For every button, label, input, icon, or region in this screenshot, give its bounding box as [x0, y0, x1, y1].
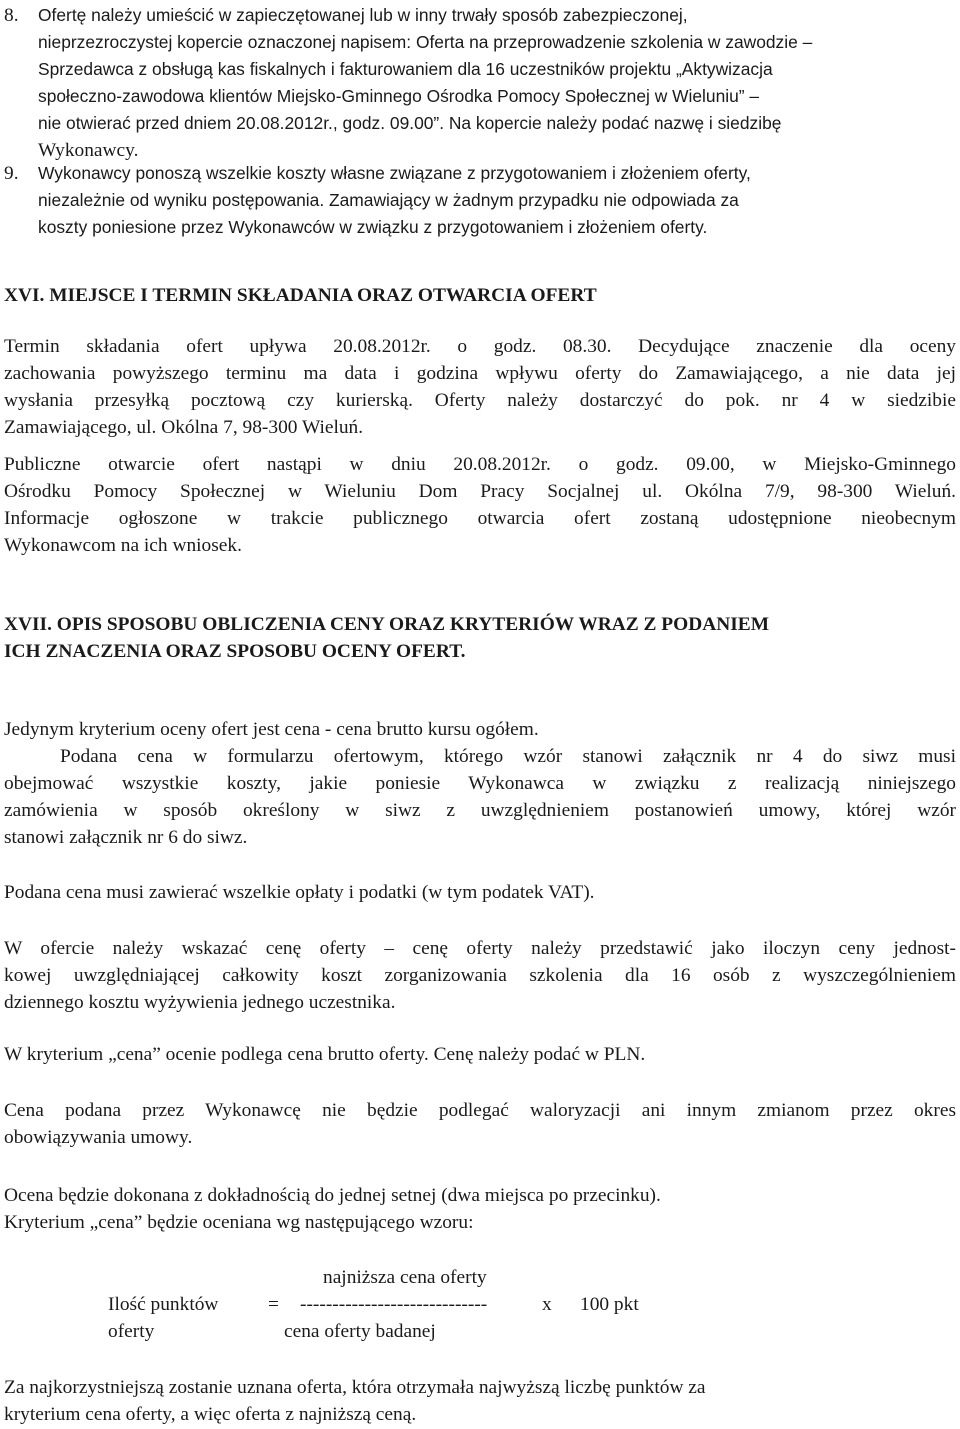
price-indication-paragraph	[4, 935, 956, 1016]
item-number: 8.	[4, 5, 19, 26]
valorisation-paragraph	[4, 1097, 956, 1151]
text-line: stanowi załącznik nr 6 do siwz.	[4, 827, 248, 848]
price-paragraph	[4, 743, 956, 851]
text-line: dziennego kosztu wyżywienia jednego uczestnika.	[4, 992, 396, 1013]
formula-fraction-bar: -----------------------------	[300, 1294, 488, 1315]
text-line: kowej uwzględniającej całkowity koszt zorganizowania szkolenia dla 16 osób z wyszczególnieniem	[4, 965, 956, 986]
formula-label: Ilość punktów	[108, 1294, 219, 1315]
text-line: W ofercie należy wskazać cenę oferty – cenę oferty należy przedstawić jako iloczyn ceny jednost-	[4, 938, 956, 959]
text-line: Kryterium „cena” będzie oceniana wg następującego wzoru:	[4, 1212, 474, 1233]
text-line: Sprzedawca z obsługą kas fiskalnych i fakturowaniem dla 16 uczestników projektu „Aktywizacja	[38, 59, 773, 79]
section-heading-xvii	[4, 611, 956, 665]
text-line: Ocena będzie dokonana z dokładnością do jednej setnej (dwa miejsca po przecinku).	[4, 1185, 661, 1206]
heading-line: XVII. OPIS SPOSOBU OBLICZENIA CENY ORAZ KRYTERIÓW WRAZ Z PODANIEM	[4, 614, 770, 635]
text-line: Podana cena musi zawierać wszelkie opłaty i podatki (w tym podatek VAT).	[4, 882, 595, 903]
text-line: nieprzezroczystej kopercie oznaczonej napisem: Oferta na przeprowadzenie szkolenia w zawodzie –	[38, 32, 813, 52]
text-line: Jedynym kryterium oceny ofert jest cena - cena brutto kursu ogółem.	[4, 719, 539, 740]
text-line: nie otwierać przed dniem 20.08.2012r., godz. 09.00”. Na kopercie należy podać nazwę i siedzibę	[38, 113, 782, 133]
text-line: niezależnie od wyniku postępowania. Zamawiający w żadnym przypadku nie odpowiada za	[38, 190, 739, 210]
text-line: wysłania przesyłką pocztową czy kurierską. Oferty należy dostarczyć do pok. nr 4 w siedzibie	[4, 390, 956, 411]
item-text	[38, 160, 956, 241]
text-line: zachowania powyższego terminu ma data i godzina wpływu oferty do Zamawiającego, a nie data jej	[4, 363, 956, 384]
text-line: obejmować wszystkie koszty, jakie poniesie Wykonawca w związku z realizacją niniejszego	[4, 773, 956, 794]
accuracy-paragraph	[4, 1182, 956, 1236]
text-line: W kryterium „cena” ocenie podlega cena brutto oferty. Cenę należy podać w PLN.	[4, 1044, 646, 1065]
text-line: społeczno-zawodowa klientów Miejsko-Gminnego Ośrodka Pomocy Społecznej w Wieluniu” –	[38, 86, 760, 106]
criterion-paragraph	[4, 716, 956, 743]
text-line: Zamawiającego, ul. Okólna 7, 98-300 Wieluń.	[4, 417, 364, 438]
text-line: Wykonawcy.	[38, 140, 139, 161]
text-line: Publiczne otwarcie ofert nastąpi w dniu 20.08.2012r. o godz. 09.00, w Miejsko-Gminnego	[4, 454, 956, 475]
heading-line: ICH ZNACZENIA ORAZ SPOSOBU OCENY OFERT.	[4, 641, 466, 662]
text-line: Ofertę należy umieścić w zapieczętowanej lub w inny trwały sposób zabezpieczonej,	[38, 5, 688, 25]
gross-price-paragraph	[4, 1041, 956, 1068]
text-line: Termin składania ofert upływa 20.08.2012r. o godz. 08.30. Decydujące znaczenie dla oceny	[4, 336, 956, 357]
text-line: Wykonawcom na ich wniosek.	[4, 535, 242, 556]
text-line: obowiązywania umowy.	[4, 1127, 193, 1148]
text-line: Za najkorzystniejszą zostanie uznana oferta, która otrzymała najwyższą liczbę punktów za	[4, 1377, 706, 1398]
formula-equals: =	[268, 1294, 279, 1315]
text-line: Wykonawcy ponoszą wszelkie koszty własne związane z przygotowaniem i złożeniem oferty,	[38, 163, 751, 183]
text-line: Informacje ogłoszone w trakcie publicznego otwarcia ofert zostaną udostępnione nieobecnym	[4, 508, 956, 529]
text-line: Podana cena w formularzu ofertowym, którego wzór stanowi załącznik nr 4 do siwz musi	[60, 746, 956, 767]
text-line: Ośrodku Pomocy Społecznej w Wieluniu Dom Pracy Socjalnej ul. Okólna 7/9, 98-300 Wieluń.	[4, 481, 956, 502]
text-line: zamówienia w sposób określony w siwz z uwzględnieniem postanowień umowy, której wzór	[4, 800, 956, 821]
text-line: koszty poniesione przez Wykonawców w związku z przygotowaniem i złożeniem oferty.	[38, 217, 708, 237]
formula-label-line2: oferty	[108, 1321, 155, 1342]
text-line: kryterium cena oferty, a więc oferta z najniższą ceną.	[4, 1404, 417, 1425]
item-number: 9.	[4, 163, 19, 184]
text-line: Cena podana przez Wykonawcę nie będzie podlegać waloryzacji ani innym zmianom przez okres	[4, 1100, 956, 1121]
formula-points: 100 pkt	[580, 1294, 639, 1315]
submission-deadline-paragraph	[4, 333, 956, 441]
fees-paragraph	[4, 879, 956, 906]
formula-numerator: najniższa cena oferty	[323, 1267, 487, 1288]
formula-times: x	[542, 1294, 552, 1315]
formula-denominator: cena oferty badanej	[284, 1321, 436, 1342]
item-text	[38, 2, 956, 164]
conclusion-paragraph	[4, 1374, 956, 1428]
public-opening-paragraph	[4, 451, 956, 559]
section-heading-xvi: XVI. MIEJSCE I TERMIN SKŁADANIA ORAZ OTWARCIA OFERT	[4, 285, 597, 306]
